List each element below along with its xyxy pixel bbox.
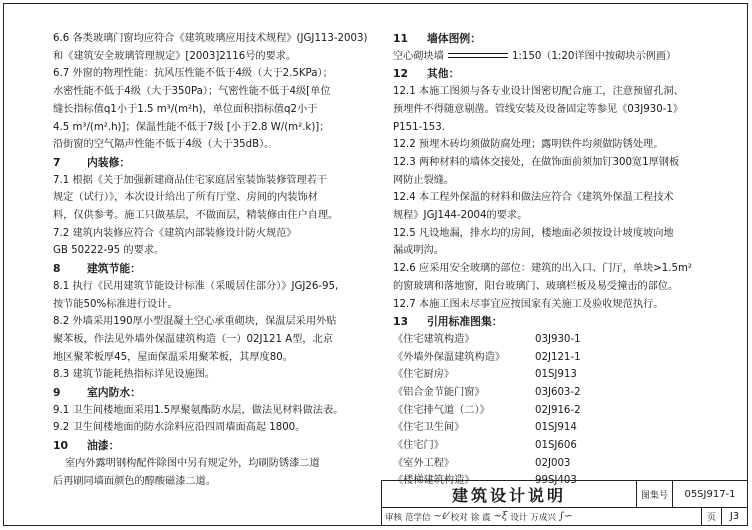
standard-code: 99SJ403 xyxy=(535,475,577,487)
section-heading xyxy=(53,154,368,172)
standard-name: 《楼梯建筑构造》 xyxy=(393,475,475,487)
standard-name: 《铝合金节能门窗》 xyxy=(393,387,485,399)
wall-legend xyxy=(393,48,718,66)
section-title: 墙体图例： xyxy=(427,32,481,45)
paragraph-line: 12.6 应采用安全玻璃的部位：建筑的出入口、门厅，单块>1.5m² xyxy=(393,263,692,275)
paragraph-line: P151-153. xyxy=(393,121,445,133)
standard-code: 01SJ913 xyxy=(535,369,577,381)
section-number: 9 xyxy=(53,386,61,400)
paragraph-line: 的窗玻璃和落地窗，阳台玻璃门、玻璃栏板及易受撞击的部位。 xyxy=(393,280,679,292)
section-title: 油漆： xyxy=(87,439,120,453)
paragraph-line: 8.2 外墙采用190厚小型混凝土空心承重砌块，保温层采用外贴 xyxy=(53,316,337,328)
paragraph-line: 12.4 本工程外保温的材料和做法应符合《建筑外保温工程技术 xyxy=(393,192,674,204)
paragraph-line: 9.1 卫生间楼地面采用1.5厚聚氨酯防水层，做法见材料做法表。 xyxy=(53,404,344,416)
standard-row xyxy=(393,455,718,473)
paragraph-line: 6.7 外窗的物理性能：抗风压性能不低于4级（大于2.5KPa）； xyxy=(53,68,333,80)
section-number: 8 xyxy=(53,262,61,276)
wall-legend-label: 空心砌块墙 xyxy=(393,50,444,62)
paragraph-line: 料，仅供参考。施工只做基层，不做面层，精装修由住户自理。 xyxy=(53,210,339,222)
standard-code: 02J121-1 xyxy=(535,351,581,363)
standard-row xyxy=(393,402,718,420)
standard-name: 《住宅卫生间》 xyxy=(393,422,465,434)
paragraph-line: 7.1 根据《关于加强新建商品住宅家庭居室装饰装修管理若干 xyxy=(53,174,328,186)
standard-code: 02J916-2 xyxy=(535,404,581,416)
standard-row xyxy=(393,419,718,437)
paragraph-line: 6.6 各类玻璃门窗均应符合《建筑玻璃应用技术规程》(JGJ113-2003) xyxy=(53,33,368,44)
paragraph-line: 7.2 建筑内装修应符合《建筑内部装修设计防火规范》 xyxy=(53,227,297,239)
right-column xyxy=(393,30,718,490)
section-title: 室内防水： xyxy=(87,386,141,400)
section-title: 内装修： xyxy=(87,155,131,169)
standard-code: 02J003 xyxy=(535,457,571,469)
paragraph-line: 和《建筑安全玻璃管理规定》[2003]2116号的要求。 xyxy=(53,50,297,62)
paragraph-line: 8.3 建筑节能耗热指标详见设施图。 xyxy=(53,369,216,381)
section-number: 11 xyxy=(393,32,409,45)
section-heading xyxy=(53,260,368,278)
paragraph-line: 规定（试行）》，本次设计给出了所有厅堂、房间的内装饰材 xyxy=(53,192,318,204)
section-number: 13 xyxy=(393,315,409,329)
atlas-label: 图集号 xyxy=(637,481,673,508)
paragraph-line: 后再刷同墙面颜色的醇酸磁漆二道。 xyxy=(53,475,216,487)
section-heading xyxy=(393,65,718,83)
right-column-notes xyxy=(393,30,718,331)
paragraph-line: 水密性能不低于4级（大于350Pa）；气密性能不低于4级[单位 xyxy=(53,86,331,98)
review-signature: ~ℓ⁄ xyxy=(433,511,448,522)
paragraph-line: 4.5 m³/(m².h)]；保温性能不低于7级 [小于2.8 W/(m².k)]； xyxy=(53,121,330,133)
check-signature: ∼ξ xyxy=(493,511,508,522)
check-name: 徐 震 xyxy=(470,512,491,523)
paragraph-line: 规程》JGJ144-2004的要求。 xyxy=(393,210,528,222)
paragraph-line: 按节能50%标准进行设计。 xyxy=(53,298,178,310)
section-title: 其他： xyxy=(427,67,460,81)
section-heading xyxy=(393,313,718,331)
wall-legend-scale: 1:150（1:20详图中按砌块示例画） xyxy=(511,50,677,62)
paragraph-line: 聚苯板，作法见外墙外保温建筑构造（一）02J121 A型，北京 xyxy=(53,333,333,345)
paragraph-line: 网防止裂缝。 xyxy=(393,174,455,186)
section-heading xyxy=(53,437,368,455)
paragraph-line: 沿街窗的空气隔声性能不低于4级（大于35dB）。 xyxy=(53,139,275,151)
review-label: 审核 xyxy=(385,512,403,523)
standard-name: 《外墙外保温建筑构造》 xyxy=(393,351,506,363)
design-name: 万成兴 xyxy=(530,512,556,523)
signature-row xyxy=(382,508,702,525)
review-name: 范学信 xyxy=(405,512,431,523)
title-block xyxy=(381,480,748,526)
paragraph-line: 9.2 卫生间楼地面的防水涂料应沿四周墙面高起 1800。 xyxy=(53,422,306,434)
page-label: 页 xyxy=(702,508,722,525)
paragraph-line: 地区聚苯板厚45，屋面保温采用聚苯板，其厚度80。 xyxy=(53,351,293,363)
standard-row xyxy=(393,384,718,402)
page-number: J3 xyxy=(729,511,740,522)
standard-code: 01SJ606 xyxy=(535,440,577,452)
section-title: 引用标准图集： xyxy=(427,315,503,329)
section-number: 7 xyxy=(53,155,61,169)
section-title: 建筑节能： xyxy=(87,262,141,276)
standard-row xyxy=(393,366,718,384)
check-label: 校对 xyxy=(450,512,468,523)
paragraph-line: 12.1 本施工图须与各专业设计图密切配合施工，注意预留孔洞、 xyxy=(393,86,684,98)
standard-name: 《住宅厨房》 xyxy=(393,369,455,381)
paragraph-line: 12.7 本施工图未尽事宜应按国家有关施工及验收规范执行。 xyxy=(393,298,664,310)
standard-row xyxy=(393,349,718,367)
wall-hatch-symbol xyxy=(448,53,508,58)
paragraph-line: 12.3 两种材料的墙体交接处，在做饰面前须加钉300宽1厚钢板 xyxy=(393,156,680,168)
standard-code: 03J603-2 xyxy=(535,387,581,399)
standard-name: 《室外工程》 xyxy=(393,457,455,469)
paragraph-line: 缝长指标值q1小于1.5 m³/(m²h)，单位面积指标值q2小于 xyxy=(53,103,318,115)
standard-row xyxy=(393,331,718,349)
paragraph-line: 12.2 预埋木砖均须做防腐处理；露明铁件均须做防锈处理。 xyxy=(393,139,664,151)
standard-name: 《住宅建筑构造》 xyxy=(393,333,475,345)
paragraph-line: 漏或明沟。 xyxy=(393,245,444,257)
section-heading xyxy=(53,384,368,402)
paragraph-line: 预埋件不得随意剔凿。管线安装及设备固定等参见《03J930-1》 xyxy=(393,103,684,115)
standards-list xyxy=(393,331,718,490)
atlas-number: 05SJ917-1 xyxy=(673,481,747,508)
standard-code: 01SJ914 xyxy=(535,422,577,434)
paragraph-line: 室内外露明钢构配件除图中另有规定外，均刷防锈漆二道 xyxy=(65,457,320,469)
design-signature: ∫∽ xyxy=(558,511,573,522)
standard-code: 03J930-1 xyxy=(535,333,581,345)
standard-name: 《住宅门》 xyxy=(393,440,444,452)
section-heading xyxy=(393,30,718,48)
design-label: 设计 xyxy=(510,512,528,523)
drawing-title: 建筑设计说明 xyxy=(382,481,637,508)
paragraph-line: 8.1 执行《民用建筑节能设计标准（采暖居住部分）》JGJ26-95, xyxy=(53,280,339,292)
paragraph-line: GB 50222-95 的要求。 xyxy=(53,245,165,257)
standard-row xyxy=(393,437,718,455)
left-column xyxy=(53,30,368,490)
section-number: 12 xyxy=(393,67,409,81)
section-number: 10 xyxy=(53,439,69,453)
paragraph-line: 12.5 凡设地漏，排水均的房间，楼地面必须按设计坡度坡向地 xyxy=(393,227,674,239)
standard-name: 《住宅排气道（二）》 xyxy=(393,404,490,416)
